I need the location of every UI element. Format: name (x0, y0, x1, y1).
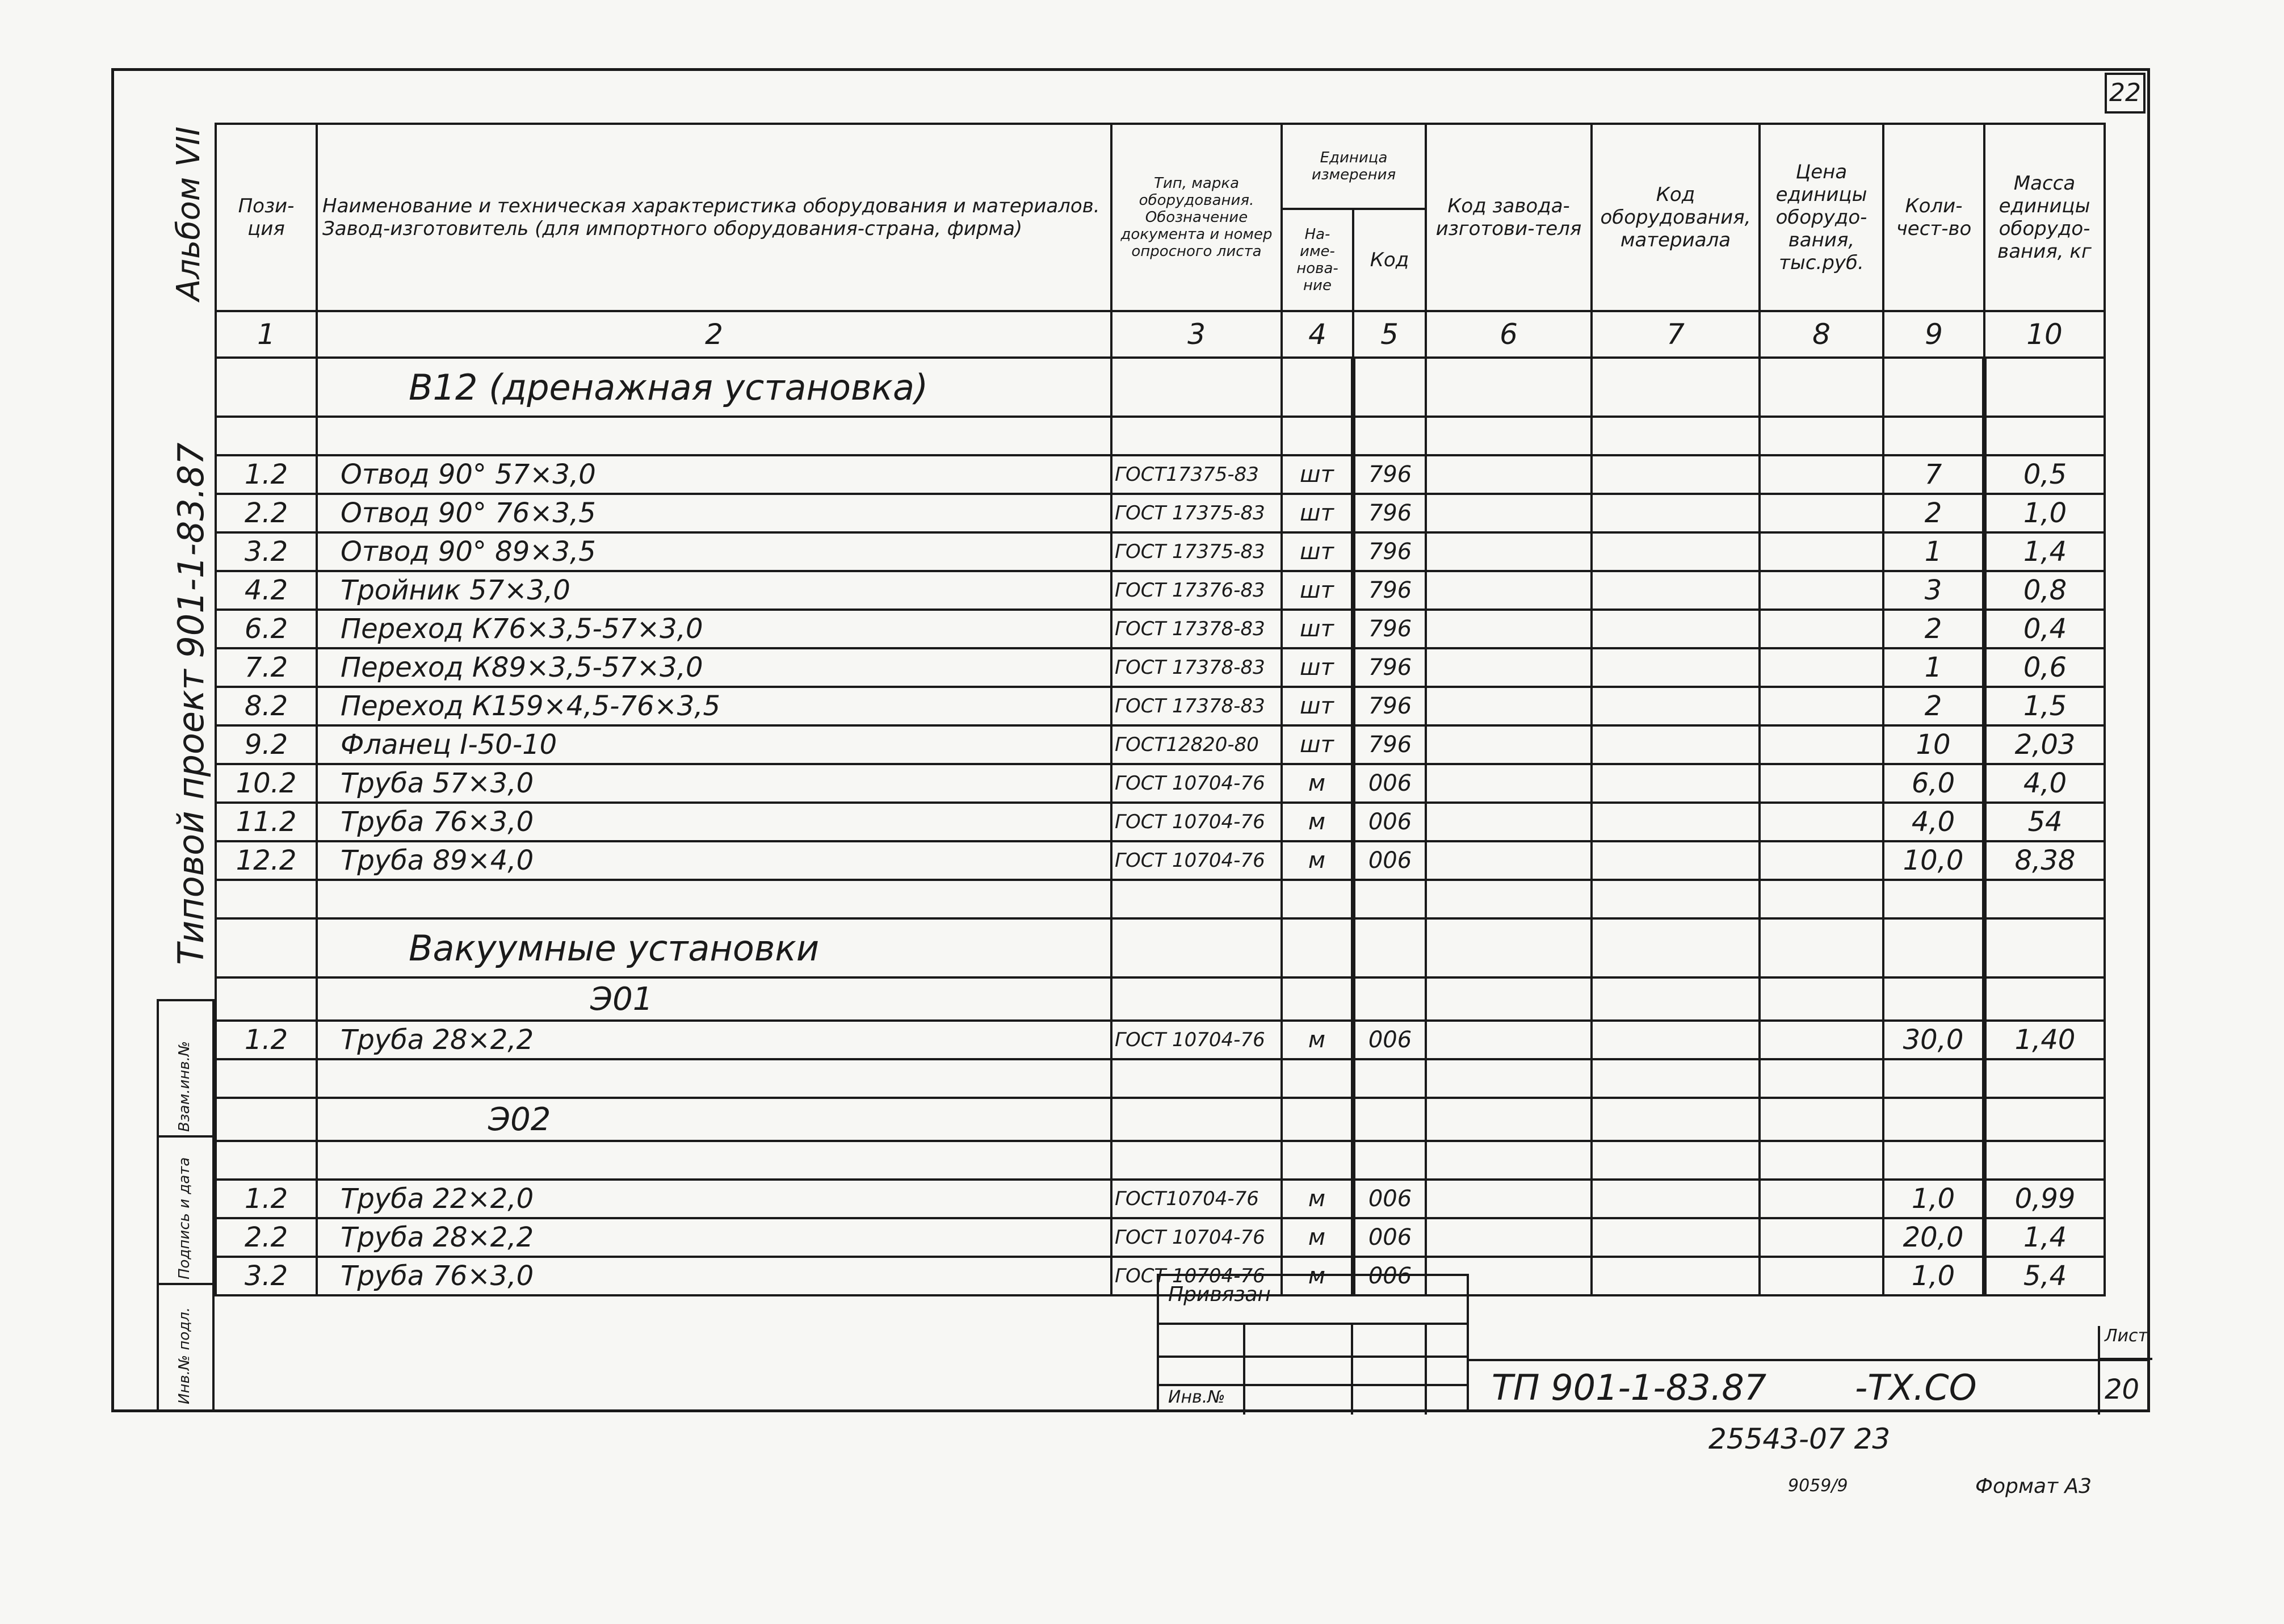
row-mass: 1,4 (1984, 1218, 2105, 1257)
sheet-label: Лист (2105, 1326, 2148, 1346)
sheet-number: 22 (2105, 73, 2146, 114)
row-quantity: 4,0 (1883, 803, 1984, 841)
document-code-block (1469, 1326, 2150, 1412)
row-standard: ГОСТ 17375-83 (1111, 532, 1282, 571)
row-unit: шт (1282, 725, 1353, 764)
row-standard: ГОСТ 17376-83 (1111, 571, 1282, 610)
stamp-cell-replace (159, 1001, 212, 1138)
small-number: 9059/9 (1788, 1476, 1848, 1496)
row-standard: ГОСТ 10704-76 (1111, 1257, 1282, 1295)
row-quantity: 6,0 (1883, 764, 1984, 803)
side-project-label: Типовой проект 901-1-83.87 (170, 442, 212, 965)
row-mass: 1,5 (1984, 687, 2105, 725)
col-num-3: 3 (1111, 311, 1282, 358)
sub1-title: Э01 (317, 977, 1111, 1021)
document-code: ТП 901-1-83.87 (1492, 1367, 1767, 1408)
row-unit: шт (1282, 610, 1353, 648)
col-num-5: 5 (1353, 311, 1426, 358)
row-standard: ГОСТ 17375-83 (1111, 494, 1282, 532)
row-position: 11.2 (216, 803, 317, 841)
row-unit-code: 796 (1353, 532, 1426, 571)
row-unit-code: 006 (1353, 841, 1426, 880)
row-position: 3.2 (216, 532, 317, 571)
row-standard: ГОСТ 10704-76 (1111, 1218, 1282, 1257)
sheet-box (2098, 1326, 2150, 1415)
binding-stamp (1157, 1274, 1469, 1412)
row-quantity: 20,0 (1883, 1218, 1984, 1257)
table-row (216, 648, 2105, 687)
row-position: 9.2 (216, 725, 317, 764)
row-standard: ГОСТ 17378-83 (1111, 687, 1282, 725)
row-position: 1.2 (216, 1180, 317, 1218)
row-name: Переход К89×3,5-57×3,0 (317, 648, 1111, 687)
row-standard: ГОСТ17375-83 (1111, 455, 1282, 494)
row-standard: ГОСТ 10704-76 (1111, 841, 1282, 880)
row-unit: м (1282, 1180, 1353, 1218)
row-quantity: 2 (1883, 687, 1984, 725)
row-unit: м (1282, 841, 1353, 880)
sub2-title: Э02 (317, 1098, 1111, 1141)
section1-title: В12 (дренажная установка) (317, 358, 1111, 417)
header-maker-code: Код завода-изготови-теля (1426, 124, 1592, 311)
row-name: Тройник 57×3,0 (317, 571, 1111, 610)
row-name: Труба 76×3,0 (317, 1257, 1111, 1295)
table-row (216, 841, 2105, 880)
row-mass: 0,5 (1984, 455, 2105, 494)
row-quantity: 1 (1883, 532, 1984, 571)
row-mass: 4,0 (1984, 764, 2105, 803)
col-num-1: 1 (216, 311, 317, 358)
row-mass: 0,99 (1984, 1180, 2105, 1218)
col-num-6: 6 (1426, 311, 1592, 358)
row-mass: 1,0 (1984, 494, 2105, 532)
header-equip-code: Код оборудования, материала (1592, 124, 1760, 311)
header-quantity: Коли-чест-во (1883, 124, 1984, 311)
row-unit: м (1282, 803, 1353, 841)
row-position: 4.2 (216, 571, 317, 610)
col-num-9: 9 (1883, 311, 1984, 358)
header-price: Цена единицы оборудо-вания, тыс.руб. (1760, 124, 1883, 311)
row-mass: 5,4 (1984, 1257, 2105, 1295)
subsection-title-row (216, 1098, 2105, 1141)
col-num-7: 7 (1592, 311, 1760, 358)
row-mass: 0,4 (1984, 610, 2105, 648)
section-title-row (216, 918, 2105, 977)
row-name: Отвод 90° 89×3,5 (317, 532, 1111, 571)
row-unit: м (1282, 764, 1353, 803)
row-unit-code: 796 (1353, 648, 1426, 687)
header-unit-code: Код (1353, 209, 1426, 311)
row-quantity: 30,0 (1883, 1021, 1984, 1059)
row-position: 1.2 (216, 455, 317, 494)
row-standard: ГОСТ 17378-83 (1111, 648, 1282, 687)
table-row (216, 532, 2105, 571)
row-unit-code: 006 (1353, 1257, 1426, 1295)
row-position: 8.2 (216, 687, 317, 725)
row-unit: шт (1282, 455, 1353, 494)
row-mass: 0,8 (1984, 571, 2105, 610)
row-standard: ГОСТ 10704-76 (1111, 764, 1282, 803)
stamp-label-replace: Взам.инв.№ (176, 1041, 193, 1132)
stamp-cell-signature (159, 1138, 212, 1285)
row-quantity: 3 (1883, 571, 1984, 610)
row-position: 2.2 (216, 1218, 317, 1257)
header-position: Пози-ция (216, 124, 317, 311)
row-standard: ГОСТ12820-80 (1111, 725, 1282, 764)
sheet-value: 20 (2105, 1374, 2140, 1405)
row-name: Труба 57×3,0 (317, 764, 1111, 803)
header-name-line2: Завод-изготовитель (для импортного оборудования-страна, фирма) (322, 217, 1023, 240)
row-name: Труба 22×2,0 (317, 1180, 1111, 1218)
row-position: 10.2 (216, 764, 317, 803)
header-unit-name: На-име-нова-ние (1282, 209, 1353, 311)
row-quantity: 10 (1883, 725, 1984, 764)
table-row (216, 1180, 2105, 1218)
header-mass: Масса единицы оборудо-вания, кг (1984, 124, 2105, 311)
row-mass: 1,4 (1984, 532, 2105, 571)
row-position: 2.2 (216, 494, 317, 532)
header-name (317, 124, 1111, 311)
row-mass: 2,03 (1984, 725, 2105, 764)
row-unit-code: 796 (1353, 571, 1426, 610)
row-name: Труба 28×2,2 (317, 1218, 1111, 1257)
row-standard: ГОСТ 10704-76 (1111, 803, 1282, 841)
row-unit: шт (1282, 687, 1353, 725)
subsection-title-row (216, 977, 2105, 1021)
row-unit: шт (1282, 648, 1353, 687)
row-unit-code: 796 (1353, 725, 1426, 764)
section-title-row (216, 358, 2105, 417)
col-num-8: 8 (1760, 311, 1883, 358)
row-unit: шт (1282, 532, 1353, 571)
stamp-label-inventory: Инв.№ подл. (176, 1307, 193, 1404)
row-unit-code: 796 (1353, 455, 1426, 494)
row-unit: шт (1282, 571, 1353, 610)
row-standard: ГОСТ 10704-76 (1111, 1021, 1282, 1059)
header-name-line1: Наименование и техническая характеристика оборудования и материалов. (322, 195, 1100, 217)
header-type: Тип, марка оборудования. Обозначение документа и номер опросного листа (1111, 124, 1282, 311)
section2-title: Вакуумные установки (317, 918, 1111, 977)
row-mass: 8,38 (1984, 841, 2105, 880)
row-unit: шт (1282, 494, 1353, 532)
row-unit-code: 006 (1353, 1218, 1426, 1257)
row-unit-code: 796 (1353, 610, 1426, 648)
table-row (216, 687, 2105, 725)
row-quantity: 2 (1883, 494, 1984, 532)
document-suffix: -ТХ.СО (1855, 1367, 1977, 1408)
row-standard: ГОСТ 17378-83 (1111, 610, 1282, 648)
row-unit: м (1282, 1218, 1353, 1257)
row-position: 12.2 (216, 841, 317, 880)
row-name: Переход К159×4,5-76×3,5 (317, 687, 1111, 725)
row-quantity: 1 (1883, 648, 1984, 687)
table-row (216, 764, 2105, 803)
table-row (216, 725, 2105, 764)
table-row (216, 494, 2105, 532)
row-unit-code: 006 (1353, 803, 1426, 841)
row-quantity: 2 (1883, 610, 1984, 648)
row-mass: 54 (1984, 803, 2105, 841)
row-unit-code: 796 (1353, 687, 1426, 725)
row-position: 3.2 (216, 1257, 317, 1295)
title-block (1157, 1274, 2150, 1412)
archive-number: 25543-07 23 (1708, 1422, 1891, 1455)
table-row (216, 455, 2105, 494)
table-row (216, 1021, 2105, 1059)
row-unit-code: 006 (1353, 1021, 1426, 1059)
row-unit-code: 006 (1353, 1180, 1426, 1218)
table-row (216, 1218, 2105, 1257)
row-unit-code: 006 (1353, 764, 1426, 803)
inventory-label: Инв.№ (1168, 1387, 1225, 1407)
row-unit-code: 796 (1353, 494, 1426, 532)
row-mass: 0,6 (1984, 648, 2105, 687)
stamp-cell-inventory (159, 1285, 212, 1410)
row-name: Отвод 90° 76×3,5 (317, 494, 1111, 532)
header-unit-group: Единица измерения (1282, 124, 1426, 209)
row-name: Отвод 90° 57×3,0 (317, 455, 1111, 494)
col-num-10: 10 (1984, 311, 2105, 358)
row-name: Труба 28×2,2 (317, 1021, 1111, 1059)
column-numbers-row (216, 311, 2105, 358)
row-quantity: 10,0 (1883, 841, 1984, 880)
row-name: Переход К76×3,5-57×3,0 (317, 610, 1111, 648)
table-row (216, 803, 2105, 841)
row-name: Труба 76×3,0 (317, 803, 1111, 841)
row-position: 7.2 (216, 648, 317, 687)
row-name: Труба 89×4,0 (317, 841, 1111, 880)
side-album-label: Альбом VII (170, 126, 207, 301)
table-row (216, 610, 2105, 648)
bound-label: Привязан (1168, 1283, 1271, 1306)
stamp-label-signature: Подпись и дата (176, 1157, 193, 1279)
row-quantity: 1,0 (1883, 1257, 1984, 1295)
table-row (216, 571, 2105, 610)
row-mass: 1,40 (1984, 1021, 2105, 1059)
approval-stamp-column (157, 999, 215, 1412)
row-position: 6.2 (216, 610, 317, 648)
row-name: Фланец I-50-10 (317, 725, 1111, 764)
header-row-1 (216, 124, 2105, 209)
col-num-2: 2 (317, 311, 1111, 358)
row-quantity: 7 (1883, 455, 1984, 494)
col-num-4: 4 (1282, 311, 1353, 358)
row-position: 1.2 (216, 1021, 317, 1059)
row-quantity: 1,0 (1883, 1180, 1984, 1218)
format-label: Формат А3 (1975, 1475, 2092, 1498)
row-unit: м (1282, 1021, 1353, 1059)
row-standard: ГОСТ10704-76 (1111, 1180, 1282, 1218)
specification-table (215, 123, 2106, 1296)
row-unit: м (1282, 1257, 1353, 1295)
